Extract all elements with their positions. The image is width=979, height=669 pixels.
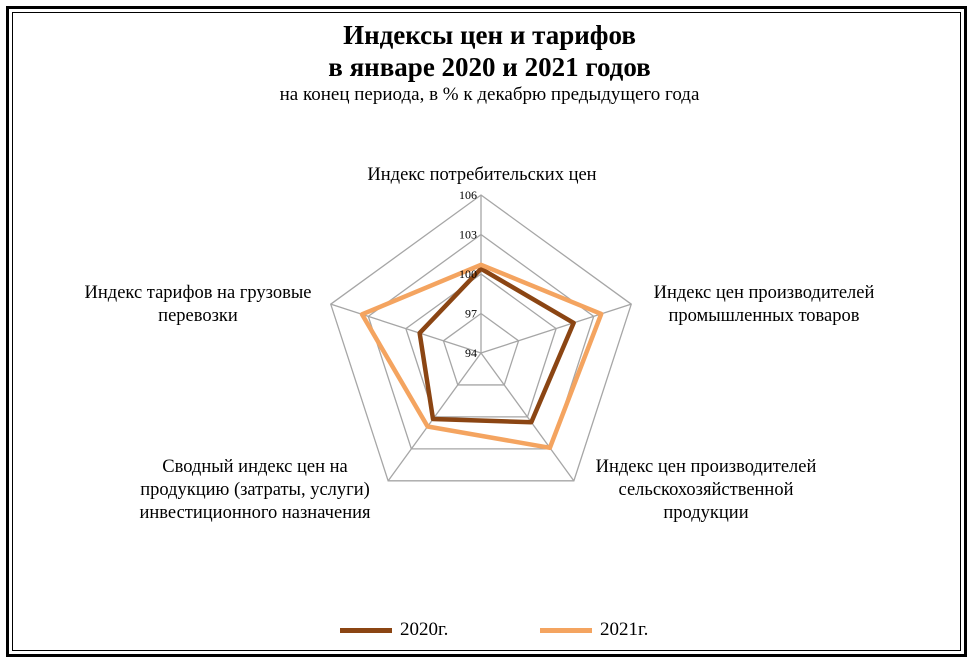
chart-title-line-1: Индексы цен и тарифов <box>343 20 636 50</box>
axis-label-line: инвестиционного назначения <box>139 503 371 523</box>
tick-label-100: 100 <box>459 267 477 281</box>
legend-item-2021 <box>540 618 648 642</box>
radar-tick-labels <box>459 188 477 360</box>
tick-label-106: 106 <box>459 188 477 202</box>
tick-label-103: 103 <box>459 227 477 242</box>
axis-label-industrial <box>636 282 892 328</box>
axis-label-agricultural <box>578 456 834 525</box>
axis-label-line: продукции <box>663 503 749 523</box>
tick-label-97: 97 <box>465 306 477 321</box>
axis-label-freight <box>65 282 331 328</box>
axis-label-line: Индекс тарифов на грузовые <box>84 283 312 303</box>
axis-label-line: сельскохозяйственной <box>618 480 794 500</box>
legend-swatch-2021 <box>540 628 592 633</box>
axis-label-line: Сводный индекс цен на <box>162 457 348 477</box>
chart-subtitle: на конец периода, в % к декабрю предыдущего года <box>279 84 700 105</box>
legend-label-2021: 2021г. <box>600 619 649 640</box>
axis-label-line: перевозки <box>158 306 238 326</box>
legend-label-2020: 2020г. <box>400 619 449 640</box>
axis-label-line: Индекс потребительских цен <box>367 165 597 185</box>
axis-label-line: Индекс цен производителей <box>653 283 875 303</box>
tick-label-94: 94 <box>465 346 477 360</box>
axis-label-line: промышленных товаров <box>668 306 860 326</box>
grid-spoke <box>331 304 481 353</box>
legend-swatch-2020 <box>340 628 392 633</box>
axis-label-line: Индекс цен производителей <box>595 457 817 477</box>
chart-title-line-2: в январе 2020 и 2021 годов <box>328 52 651 82</box>
axis-label-cpi <box>354 164 610 187</box>
axis-label-investment <box>120 456 390 525</box>
legend-item-2020 <box>340 618 448 642</box>
axis-label-line: продукцию (затраты, услуги) <box>140 480 370 500</box>
